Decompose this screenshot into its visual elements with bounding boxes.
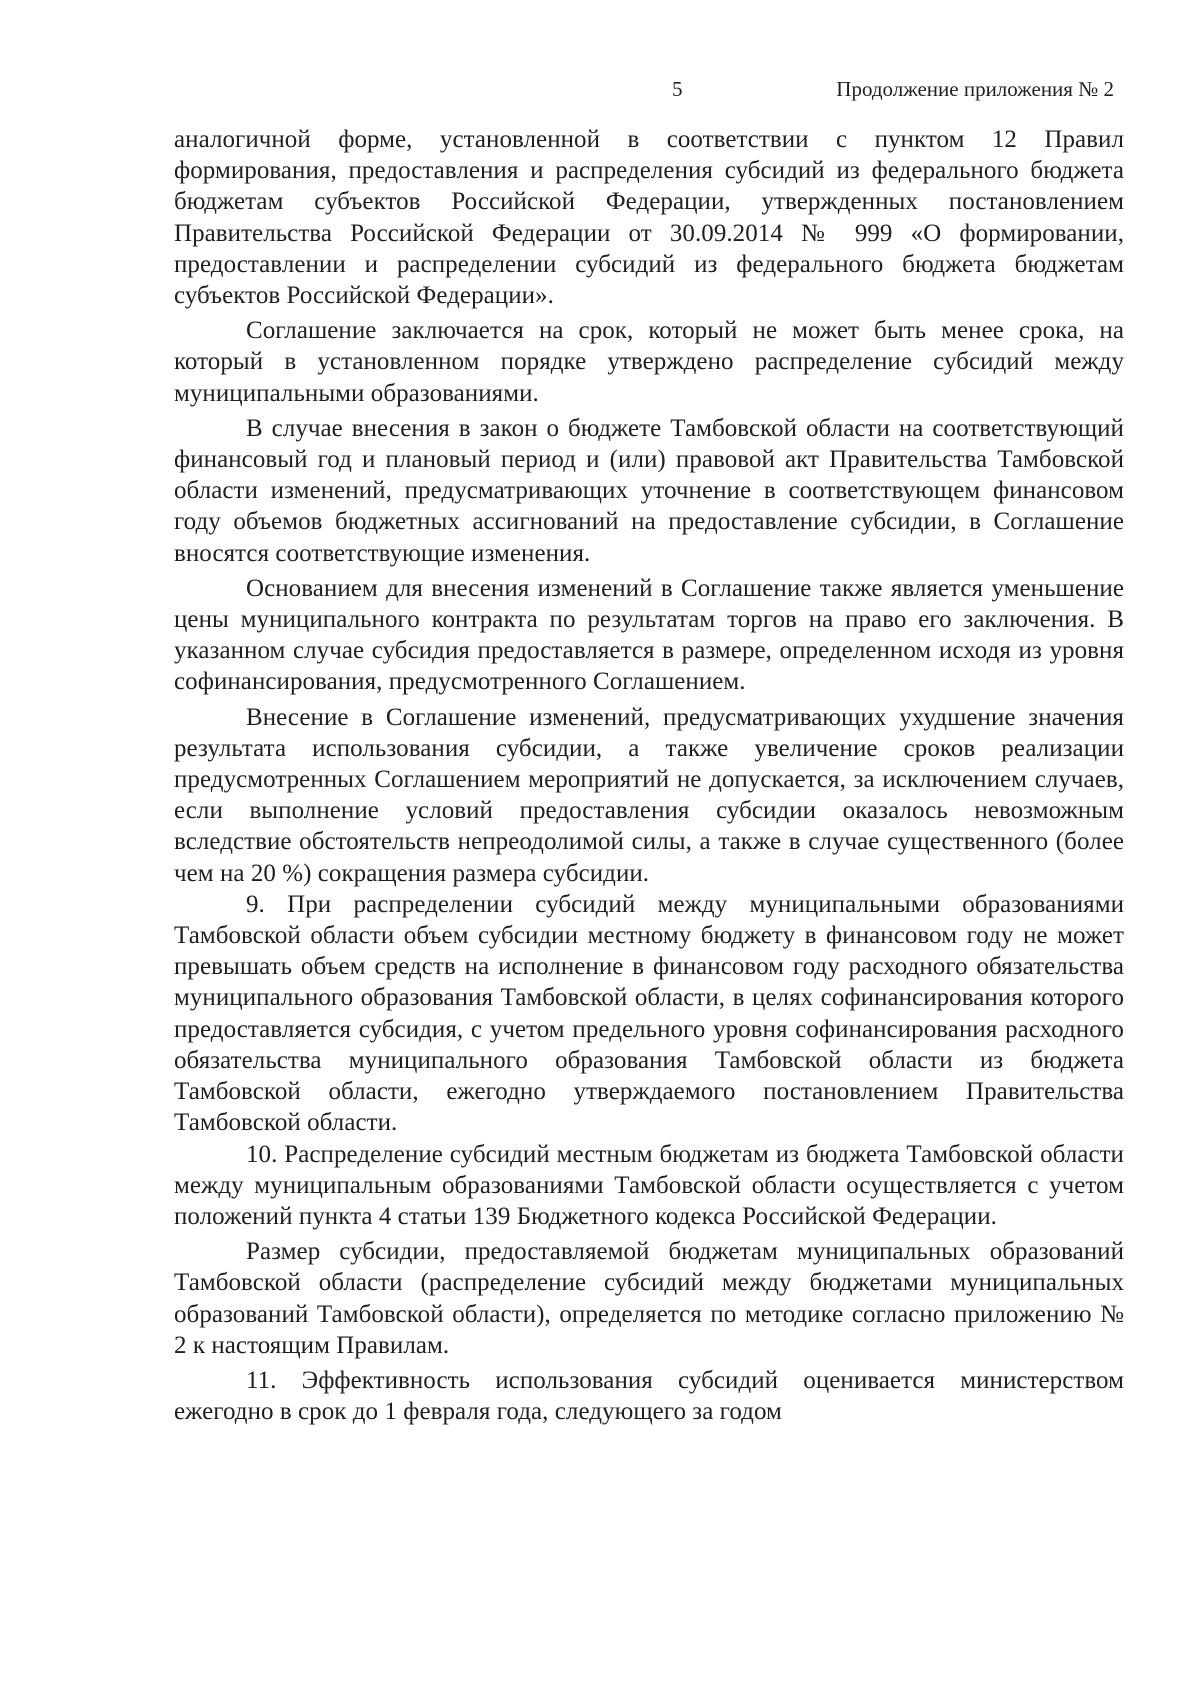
page-header [0, 74, 1200, 104]
paragraph-item-11: 11. Эффективность использования субсидий оценивается министерством ежегодно в срок до 1 февраля года, следующего за годом [174, 1366, 1124, 1426]
paragraph-continued: аналогичной форме, установленной в соответствии с пунктом 12 Правил формирования, предоставления и распределения субсидий из федерального бюджета бюджетам субъектов Российской Федерации, утвержденных постановлением Правительства Российской Федерации от 30.09.2014 № 999 «О формировании, предоставлении и распределении субсидий из федерального бюджета бюджетам субъектов Российской Федерации». [174, 126, 1124, 310]
paragraph-item-10: 10. Распределение субсидий местным бюджетам из бюджета Тамбовской области между муниципальным образованиями Тамбовской области осуществляется с учетом положений пункта 4 статьи 139 Бюджетного кодекса Российской Федерации. [174, 1140, 1124, 1230]
page-number: 5 [672, 77, 683, 101]
paragraph-item-9: 9. При распределении субсидий между муниципальными образованиями Тамбовской области объем субсидии местному бюджету в финансовом году не может превышать объем средств на исполнение в финансовом году расходного обязательства муниципального образования Тамбовской области, в целях софинансирования которого предоставляется субсидия, с учетом предельного уровня софинансирования расходного обязательства муниципального образования Тамбовской области из бюджета Тамбовской области, ежегодно утверждаемого постановлением Правительства Тамбовской области. [174, 890, 1124, 1137]
paragraph-subsidy-size: Размер субсидии, предоставляемой бюджетам муниципальных образований Тамбовской области (распределение субсидий между бюджетами муниципальных образований Тамбовской области), определяется по методике согласно приложению № 2 к настоящим Правилам. [174, 1238, 1124, 1359]
document-body [174, 124, 1124, 1427]
paragraph-budget-changes: В случае внесения в закон о бюджете Тамбовской области на соответствующий финансовый год и плановый период и (или) правовой акт Правительства Тамбовской области изменений, предусматривающих уточнение в соответствующем финансовом году объемов бюджетных ассигнований на предоставление субсидии, в Соглашение вносятся соответствующие изменения. [174, 414, 1124, 567]
paragraph-agreement-term: Соглашение заключается на срок, который не может быть менее срока, на который в установленном порядке утверждено распределение субсидий между муниципальными образованиями. [174, 317, 1124, 407]
paragraph-worsening-changes: Внесение в Соглашение изменений, предусматривающих ухудшение значения результата использования субсидии, а также увеличение сроков реализации предусмотренных Соглашением мероприятий не допускается, за исключением случаев, если выполнение условий предоставления субсидии оказалось невозможным вследствие обстоятельств непреодолимой силы, а также в случае существенного (более чем на 20 %) сокращения размера субсидии. [174, 703, 1124, 887]
annex-continuation-label: Продолжение приложения № 2 [836, 77, 1114, 101]
paragraph-contract-price: Основанием для внесения изменений в Соглашение также является уменьшение цены муниципального контракта по результатам торгов на право его заключения. В указанном случае субсидия предоставляется в размере, определенном исходя из уровня софинансирования, предусмотренного Соглашением. [174, 574, 1124, 696]
